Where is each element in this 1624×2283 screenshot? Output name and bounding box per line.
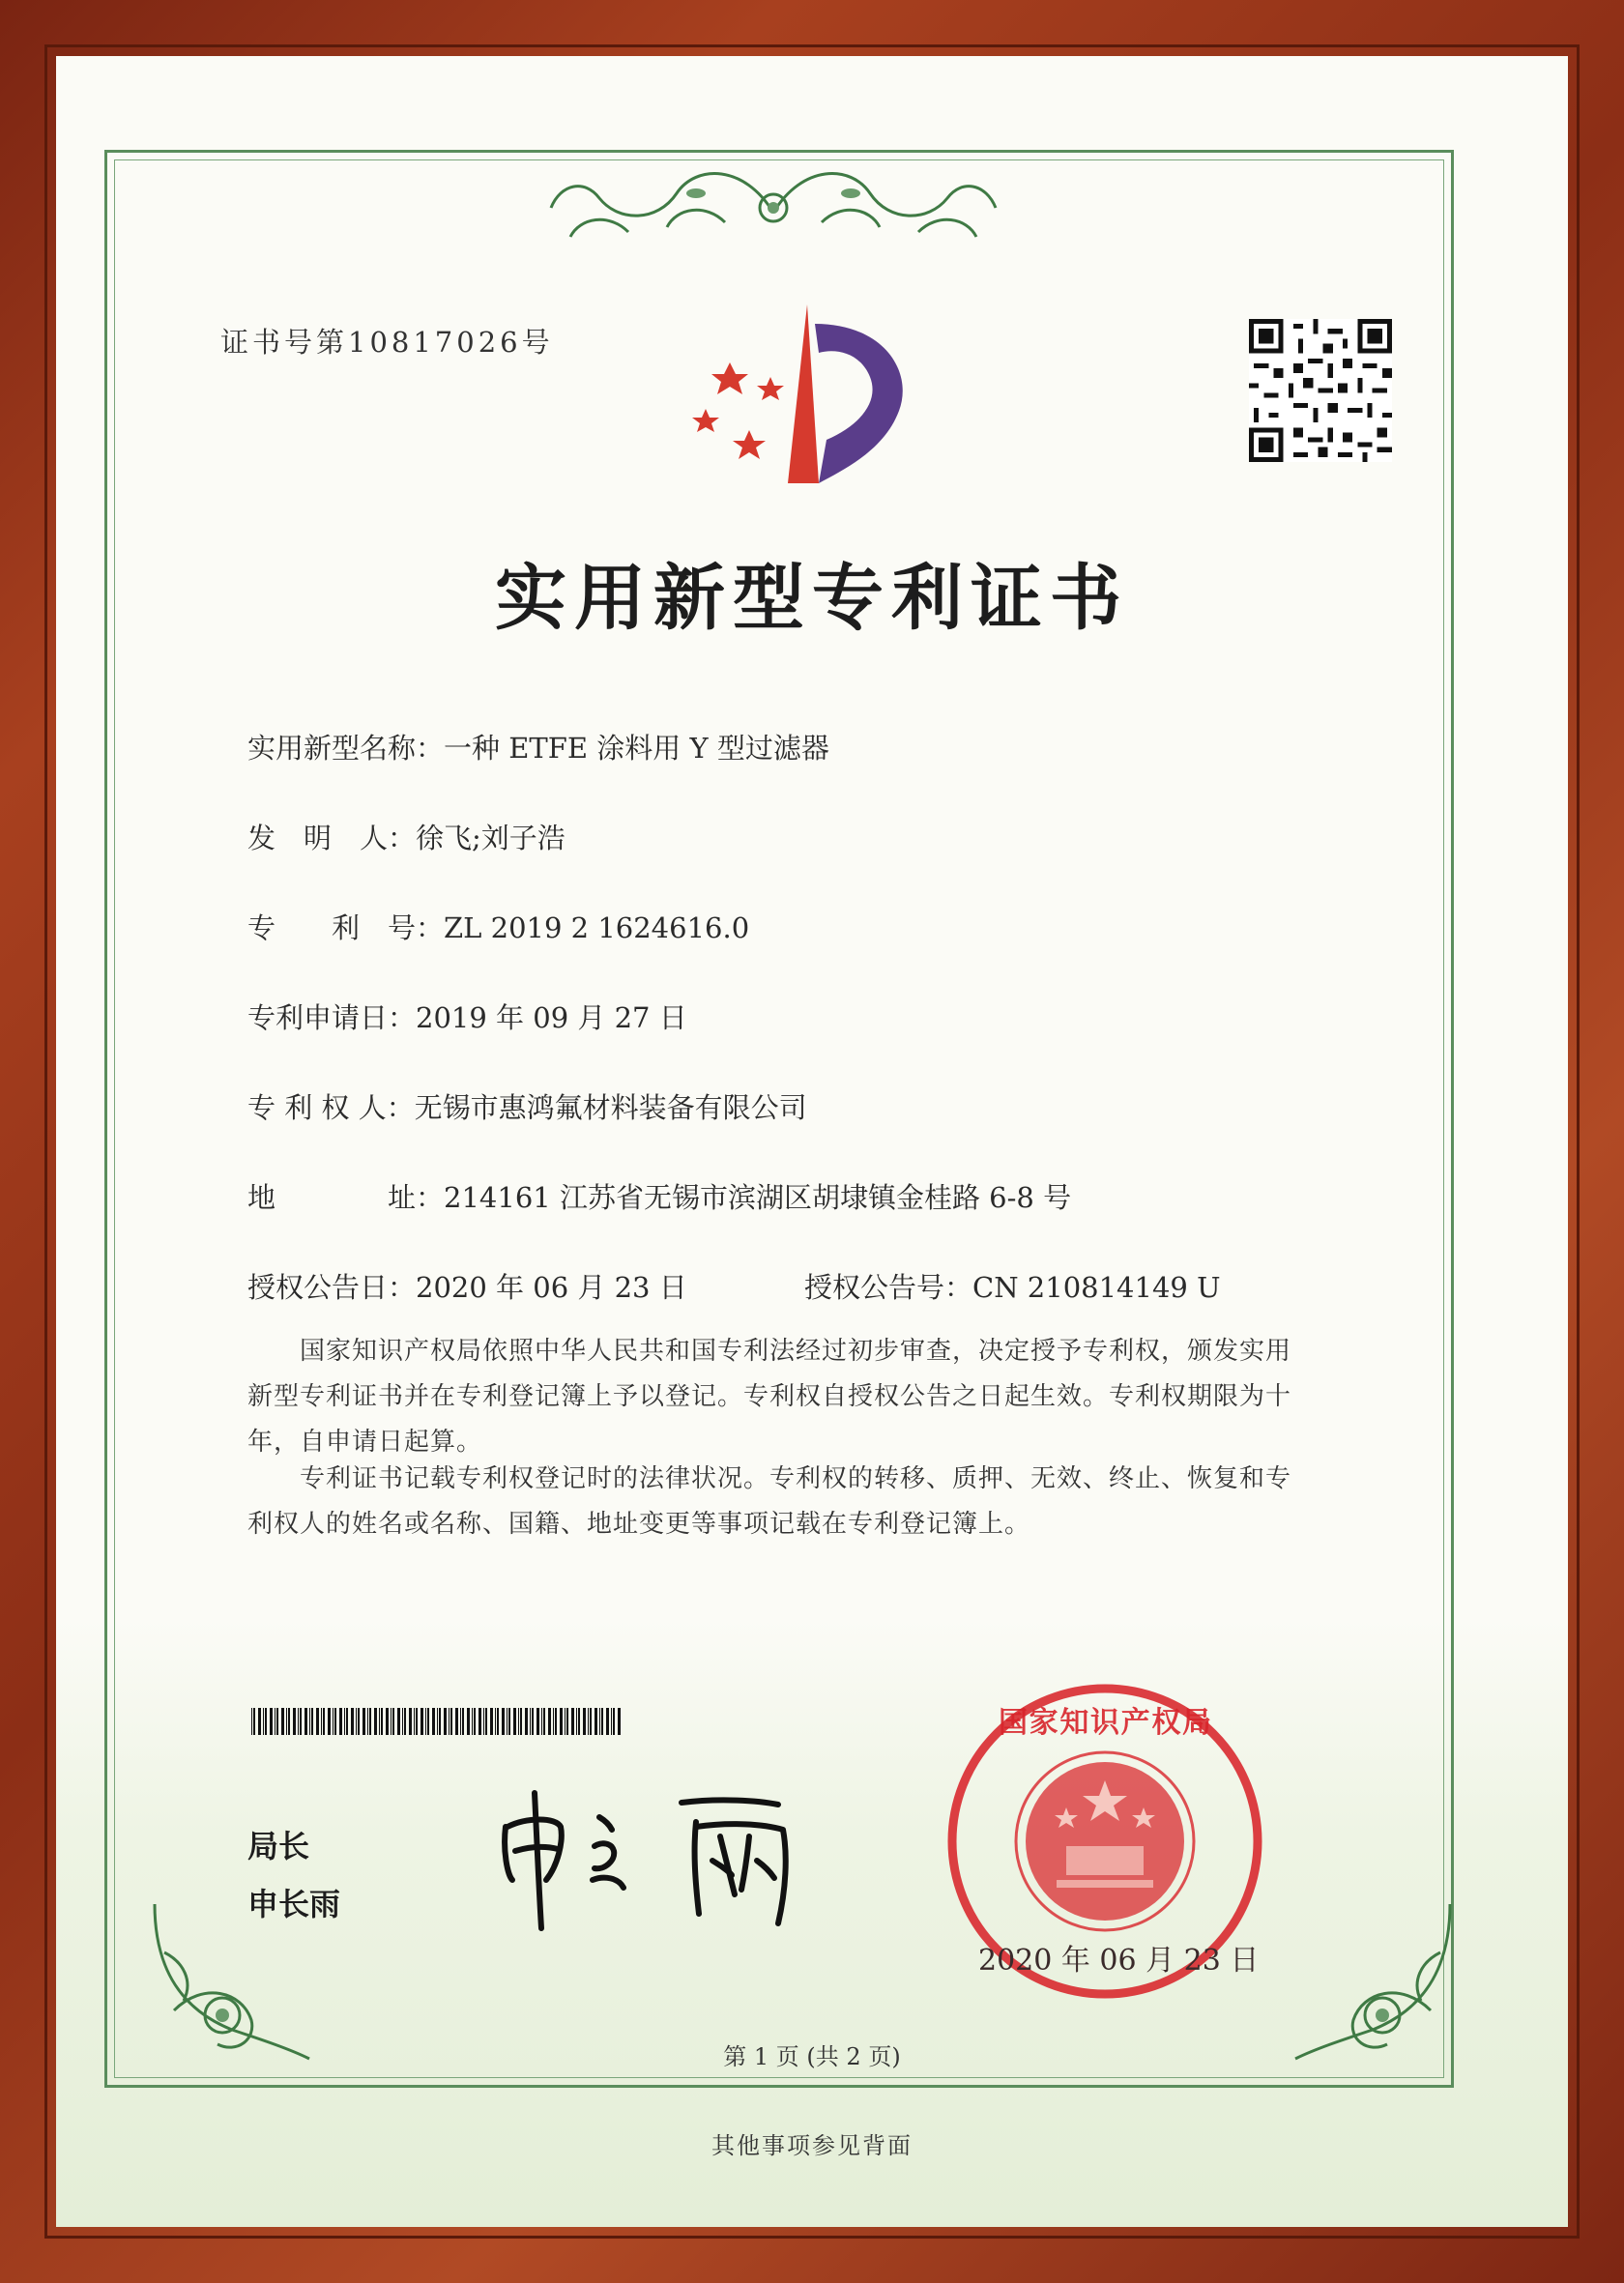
barcode-bar xyxy=(565,1708,566,1735)
barcode-bar xyxy=(462,1708,464,1735)
barcode-bar xyxy=(490,1708,493,1735)
barcode-bar xyxy=(444,1708,447,1735)
paragraph-line: 专利证书记载专利权登记时的法律状况。专利权的转移、质押、无效、终止、恢复和专 xyxy=(247,1464,1292,1493)
barcode-bar xyxy=(478,1708,481,1735)
barcode-bar xyxy=(346,1708,348,1735)
field-label: 发 明 人： xyxy=(247,822,417,854)
barcode-bar xyxy=(513,1708,516,1735)
barcode-bar xyxy=(339,1708,342,1735)
barcode-bar xyxy=(518,1708,519,1735)
field-value: 214161 江苏省无锡市滨湖区胡埭镇金桂路 6-8 号 xyxy=(444,1181,1072,1214)
field-value: 2020 年 06 月 23 日 xyxy=(416,1271,687,1304)
field-address xyxy=(247,1176,1071,1216)
barcode-bar xyxy=(566,1708,568,1735)
field-application-date xyxy=(247,997,687,1036)
barcode-bar xyxy=(497,1708,499,1735)
footer-note: 其他事项参见背面 xyxy=(711,2132,913,2159)
barcode-bar xyxy=(571,1708,574,1735)
field-value: 徐飞;刘子浩 xyxy=(416,822,566,854)
barcode-bar xyxy=(402,1708,403,1735)
barcode-bar xyxy=(555,1708,557,1735)
field-inventor xyxy=(247,817,566,856)
barcode-bar xyxy=(594,1708,597,1735)
barcode-bar xyxy=(525,1708,528,1735)
barcode-bar xyxy=(474,1708,476,1735)
barcode-bar xyxy=(351,1708,354,1735)
barcode-bar xyxy=(437,1708,438,1735)
barcode-bar xyxy=(333,1708,334,1735)
barcode-bar xyxy=(427,1708,429,1735)
paragraph-line: 年，自申请日起算。 xyxy=(247,1428,483,1457)
barcode-bar xyxy=(369,1708,371,1735)
field-value: 2019 年 09 月 27 日 xyxy=(416,1001,687,1034)
barcode-bar xyxy=(414,1708,415,1735)
barcode-bar xyxy=(467,1708,470,1735)
barcode-bar xyxy=(613,1708,615,1735)
cnipa-logo-icon xyxy=(691,304,923,483)
seal-text: 国家知识产权局 xyxy=(999,1706,1211,1740)
barcode-bar xyxy=(253,1708,255,1735)
field-label: 授权公告日： xyxy=(247,1271,417,1304)
field-label: 实用新型名称： xyxy=(247,732,445,765)
barcode-bar xyxy=(416,1708,418,1735)
barcode-bar xyxy=(321,1708,322,1735)
barcode-bar xyxy=(588,1708,589,1735)
barcode-bar xyxy=(288,1708,290,1735)
field-grant-date xyxy=(247,1266,687,1306)
barcode-bar xyxy=(483,1708,484,1735)
barcode-bar xyxy=(379,1708,380,1735)
barcode-bar xyxy=(270,1708,273,1735)
barcode-bar xyxy=(397,1708,400,1735)
paragraph-line: 新型专利证书并在专利登记簿上予以登记。专利权自授权公告之日起生效。专利权期限为十 xyxy=(247,1382,1292,1411)
barcode-bar xyxy=(391,1708,392,1735)
barcode-bar xyxy=(578,1708,580,1735)
barcode-bar xyxy=(472,1708,473,1735)
barcode-bar xyxy=(367,1708,368,1735)
qr-code-icon xyxy=(1249,319,1392,462)
barcode-bar xyxy=(300,1708,302,1735)
barcode-bar xyxy=(286,1708,287,1735)
barcode-bar xyxy=(386,1708,389,1735)
barcode-bar xyxy=(381,1708,383,1735)
barcode-bar xyxy=(316,1708,319,1735)
page-number: 第 1 页 (共 2 页) xyxy=(723,2043,901,2070)
barcode-bar xyxy=(311,1708,313,1735)
barcode-bar xyxy=(599,1708,600,1735)
barcode-bar xyxy=(541,1708,542,1735)
field-patentee xyxy=(247,1086,807,1126)
barcode-bar xyxy=(449,1708,450,1735)
barcode-bar xyxy=(298,1708,299,1735)
barcode-bar xyxy=(450,1708,452,1735)
barcode-bar xyxy=(576,1708,577,1735)
barcode-bar xyxy=(460,1708,461,1735)
barcode-bar xyxy=(309,1708,310,1735)
field-label: 授权公告号： xyxy=(804,1271,973,1304)
barcode-bar xyxy=(258,1708,261,1735)
barcode-bar xyxy=(392,1708,394,1735)
barcode-bar xyxy=(520,1708,522,1735)
field-value: 无锡市惠鸿氟材料装备有限公司 xyxy=(414,1091,807,1124)
barcode-bar xyxy=(618,1708,621,1735)
field-utility-model-name xyxy=(247,727,829,766)
barcode-bar xyxy=(543,1708,545,1735)
barcode-bar xyxy=(323,1708,325,1735)
barcode-bar xyxy=(304,1708,307,1735)
barcode-bar xyxy=(536,1708,539,1735)
barcode-bar xyxy=(356,1708,357,1735)
barcode-bar xyxy=(334,1708,336,1735)
barcode-bar xyxy=(583,1708,586,1735)
barcode-bar xyxy=(281,1708,284,1735)
barcode-bar xyxy=(358,1708,360,1735)
field-grant-number xyxy=(804,1266,1221,1306)
barcode-bar xyxy=(590,1708,592,1735)
barcode-bar xyxy=(251,1708,252,1735)
director-name: 申长雨 xyxy=(247,1886,341,1922)
barcode-bar xyxy=(276,1708,278,1735)
field-label: 专 利 权 人： xyxy=(247,1091,415,1124)
barcode-bar xyxy=(263,1708,264,1735)
barcode-bar xyxy=(374,1708,377,1735)
statement-paragraph-1 xyxy=(247,1329,1361,1465)
barcode-bar xyxy=(425,1708,426,1735)
barcode-bar xyxy=(507,1708,508,1735)
field-value: 一种 ETFE 涂料用 Y 型过滤器 xyxy=(444,732,829,765)
statement-paragraph-2 xyxy=(247,1457,1361,1547)
barcode-bar xyxy=(530,1708,531,1735)
barcode-bar xyxy=(502,1708,505,1735)
paragraph-line: 利权人的姓名或名称、国籍、地址变更等事项记载在专利登记簿上。 xyxy=(247,1510,1031,1539)
barcode-bar xyxy=(611,1708,612,1735)
barcode-bar xyxy=(485,1708,487,1735)
barcode-bar xyxy=(328,1708,331,1735)
barcode-bar xyxy=(439,1708,441,1735)
director-signature-icon xyxy=(488,1783,817,1933)
field-label: 专利申请日： xyxy=(247,1001,417,1034)
certificate-title: 实用新型专利证书 xyxy=(495,557,1129,640)
barcode-bar xyxy=(455,1708,458,1735)
barcode-bar xyxy=(265,1708,267,1735)
barcode-bar xyxy=(606,1708,609,1735)
barcode-bar xyxy=(362,1708,365,1735)
barcode-bar xyxy=(409,1708,412,1735)
barcode-icon xyxy=(251,1708,623,1735)
barcode-bar xyxy=(601,1708,603,1735)
top-ornament-icon xyxy=(532,155,1015,246)
barcode-bar xyxy=(548,1708,551,1735)
certificate-number: 证书号第10817026号 xyxy=(220,326,554,359)
barcode-bar xyxy=(293,1708,296,1735)
barcode-bar xyxy=(420,1708,423,1735)
barcode-bar xyxy=(495,1708,496,1735)
barcode-bar xyxy=(553,1708,554,1735)
barcode-bar xyxy=(275,1708,276,1735)
field-label: 地 址： xyxy=(247,1181,445,1214)
barcode-bar xyxy=(532,1708,534,1735)
field-value: ZL 2019 2 1624616.0 xyxy=(444,911,750,944)
barcode-bar xyxy=(404,1708,406,1735)
field-value: CN 210814149 U xyxy=(972,1271,1221,1304)
barcode-bar xyxy=(560,1708,563,1735)
paragraph-line: 国家知识产权局依照中华人民共和国专利法经过初步审查，决定授予专利权，颁发实用 xyxy=(247,1337,1292,1366)
seal-date: 2020 年 06 月 23 日 xyxy=(978,1944,1260,1978)
barcode-bar xyxy=(432,1708,435,1735)
field-label: 专 利 号： xyxy=(247,911,445,944)
director-title: 局长 xyxy=(247,1828,310,1864)
barcode-bar xyxy=(508,1708,510,1735)
field-patent-number xyxy=(247,907,749,946)
barcode-bar xyxy=(344,1708,345,1735)
